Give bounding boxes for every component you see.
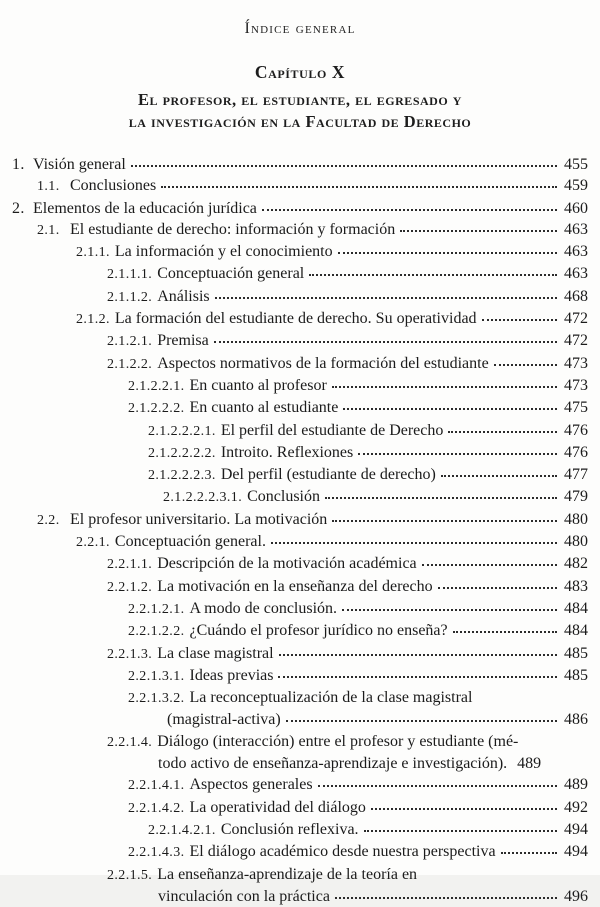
page-number: 484 [560,598,588,619]
chapter-number: Capítulo X [12,62,588,83]
toc-entry [12,620,588,642]
leader-dots [332,386,557,388]
leader-dots [286,720,557,722]
toc-entry [12,219,588,241]
entry-number: 2.2.1.2.2. [128,621,185,642]
entry-title: La reconceptualización de la clase magistral [190,687,473,708]
page-number: 473 [560,353,588,374]
leader-dots [494,364,557,366]
leader-dots [131,165,557,167]
toc-entry-line [12,198,588,219]
entry-title: La clase magistral [157,643,273,664]
entry-title: Introito. Reflexiones [221,442,353,463]
entry-number: 1.1. [37,176,70,197]
toc-entry [12,864,588,907]
leader-dots [441,475,557,477]
page-number: 482 [560,553,588,574]
page-number: 489 [560,774,588,795]
entry-number: 2.2.1.3.1. [128,666,185,687]
page-number: 483 [560,576,588,597]
toc-entry-line [76,531,588,553]
entry-title: La enseñanza-aprendizaje de la teoría en [157,864,417,885]
leader-dots [364,830,557,832]
toc-entry-line [107,353,588,375]
entry-title: El perfil del estudiante de Derecho [221,420,444,441]
toc-entry-line [148,819,588,841]
leader-dots [343,408,557,410]
toc-entry-line [128,397,588,419]
entry-number: 2.1.2.2.2.2. [148,443,216,464]
toc-entry [12,198,588,219]
page-number: 472 [560,330,588,351]
toc-entry-line [128,797,588,819]
toc-entry-line [128,687,588,709]
entry-number: 2.2.1.4.2.1. [148,820,216,841]
toc-entry-line [148,442,588,464]
page-number: 468 [560,286,588,307]
toc-entry [12,154,588,175]
toc-entry [12,464,588,486]
toc-entry [12,308,588,330]
page-number: 496 [560,886,588,907]
entry-title: Análisis [157,286,209,307]
entry-number: 2.2.1.3. [107,644,152,665]
entry-number: 2.2.1. [76,532,110,553]
entry-number: 2.1.2.1. [107,331,152,352]
page-number: 473 [560,375,588,396]
leader-dots [332,520,557,522]
toc-entry [12,486,588,508]
entry-number: 2. [12,198,33,219]
toc-entry-line [128,375,588,397]
page-number: 477 [560,464,588,485]
entry-title: La operatividad del diálogo [190,797,366,818]
toc-entry-line [148,420,588,442]
toc-entry-line [107,286,588,308]
toc-entry [12,819,588,841]
entry-number: 1. [12,154,33,175]
page-number: 479 [560,486,588,507]
toc-entry [12,731,588,775]
entry-number: 2.1.2.2.2.3.1. [163,487,242,508]
toc-entry-line [107,643,588,665]
toc-entry [12,841,588,863]
leader-dots [309,274,557,276]
entry-title-runover: todo activo de enseñanza-aprendizaje e investigación). [158,753,507,774]
toc-entry-line [128,774,588,796]
entry-title: En cuanto al profesor [190,375,327,396]
entry-number: 2.2.1.4.2. [128,798,185,819]
entry-number: 2.2.1.4. [107,732,152,753]
leader-dots [325,497,557,499]
toc-entry-line [37,175,588,197]
entry-title: Conclusiones [70,175,156,196]
page-number: 463 [560,219,588,240]
page-number: 463 [560,241,588,262]
toc-entry [12,175,588,197]
entry-number: 2.2.1.2.1. [128,599,185,620]
entry-title: El profesor universitario. La motivación [70,509,327,530]
toc-entry [12,420,588,442]
toc-entry [12,553,588,575]
entry-title: Conclusión reflexiva. [221,819,359,840]
chapter-heading [12,62,588,132]
toc-entry [12,531,588,553]
entry-title-runover: (magistral-activa) [167,709,281,730]
entry-title: Conclusión [247,486,320,507]
page-number: 492 [560,797,588,818]
chapter-title-line-2: la investigación en la Facultad de Derecho [12,111,588,133]
leader-dots [358,453,557,455]
toc-entry-line [148,464,588,486]
leader-dots [318,785,557,787]
toc-entry-runover-line [158,753,588,774]
leader-dots [342,609,557,611]
chapter-title-line-1: El profesor, el estudiante, el egresado y [12,89,588,111]
toc-entry [12,397,588,419]
toc-entry-line [128,620,588,642]
leader-dots [279,654,557,656]
leader-dots [448,431,557,433]
entry-title: Premisa [157,330,209,351]
toc-entry-runover-line [158,886,588,907]
entry-title: Conceptuación general [157,263,304,284]
entry-title: Elementos de la educación jurídica [33,198,257,219]
leader-dots [501,852,557,854]
entry-title: Visión general [33,154,126,175]
entry-title: La motivación en la enseñanza del derecho [157,576,432,597]
toc-entry-line [107,330,588,352]
table-of-contents [12,154,588,907]
entry-number: 2.1.2.2.1. [128,376,185,397]
entry-title: A modo de conclusión. [190,598,338,619]
running-head: Índice general [12,20,588,38]
toc-entry-line [76,241,588,263]
toc-entry [12,241,588,263]
entry-number: 2.1.2. [76,309,110,330]
entry-number: 2.1.2.2.2.1. [148,421,216,442]
entry-number: 2.2.1.4.3. [128,842,185,863]
entry-title: La formación del estudiante de derecho. Su operatividad [115,308,477,329]
leader-dots [161,186,557,188]
toc-entry [12,375,588,397]
page-number: 472 [560,308,588,329]
entry-number: 2.2.1.1. [107,554,152,575]
toc-entry [12,797,588,819]
entry-number: 2.1.1.2. [107,287,152,308]
leader-dots [422,564,557,566]
toc-entry [12,643,588,665]
entry-number: 2.1.1. [76,242,110,263]
page-number: 486 [560,709,588,730]
toc-entry [12,665,588,687]
toc-entry [12,353,588,375]
leader-dots [278,676,557,678]
toc-entry [12,774,588,796]
leader-dots [371,808,557,810]
entry-title: El diálogo académico desde nuestra perspectiva [190,841,496,862]
leader-dots [400,230,557,232]
toc-entry-line [107,731,588,753]
page-number: 494 [560,841,588,862]
toc-entry-line [107,864,588,886]
toc-entry-runover-line [167,709,588,730]
page-number: 463 [560,263,588,284]
leader-dots [338,252,557,254]
toc-entry [12,286,588,308]
toc-entry-line [128,598,588,620]
leader-dots [482,319,557,321]
toc-entry [12,330,588,352]
entry-title: Diálogo (interacción) entre el profesor y estudiante (mé- [157,731,518,752]
entry-title-runover: vinculación con la práctica [158,886,330,907]
entry-number: 2.2.1.5. [107,865,152,886]
page-number: 480 [560,531,588,552]
page-number: 485 [560,643,588,664]
toc-entry-line [76,308,588,330]
page-number: 460 [560,198,588,219]
leader-dots [453,631,557,633]
toc-entry-line [37,509,588,531]
page-number: 476 [560,442,588,463]
entry-title: Descripción de la motivación académica [157,553,416,574]
entry-title: Conceptuación general. [115,531,266,552]
toc-entry-line [163,486,588,508]
entry-title: Ideas previas [190,665,274,686]
entry-number: 2.1. [37,220,70,241]
toc-entry-line [37,219,588,241]
leader-dots [262,209,557,211]
entry-title: En cuanto al estudiante [190,397,339,418]
page-number: 455 [560,154,588,175]
entry-title: ¿Cuándo el profesor jurídico no enseña? [190,620,448,641]
toc-entry [12,598,588,620]
page-number: 476 [560,420,588,441]
leader-dots [271,542,557,544]
entry-number: 2.2.1.3.2. [128,688,185,709]
toc-entry-line [107,576,588,598]
toc-entry-line [128,841,588,863]
entry-number: 2.2.1.2. [107,577,152,598]
toc-entry-line [107,553,588,575]
leader-dots [438,587,557,589]
entry-number: 2.1.2.2.2. [128,398,185,419]
entry-number: 2.1.2.2. [107,354,152,375]
page-number: 485 [560,665,588,686]
entry-title: Aspectos generales [190,774,313,795]
leader-dots [335,897,557,899]
page-number: 489 [513,753,541,774]
leader-dots [214,341,557,343]
toc-entry [12,687,588,731]
entry-title: Del perfil (estudiante de derecho) [221,464,436,485]
entry-title: El estudiante de derecho: información y formación [70,219,395,240]
toc-entry-line [107,263,588,285]
page-number: 494 [560,819,588,840]
entry-number: 2.2. [37,510,70,531]
toc-entry [12,509,588,531]
page-number: 475 [560,397,588,418]
toc-entry [12,442,588,464]
page-number: 480 [560,509,588,530]
toc-entry [12,263,588,285]
toc-entry-line [128,665,588,687]
entry-title: Aspectos normativos de la formación del estudiante [157,353,488,374]
page-number: 484 [560,620,588,641]
entry-number: 2.1.1.1. [107,264,152,285]
leader-dots [215,297,557,299]
entry-number: 2.2.1.4.1. [128,775,185,796]
entry-title: La información y el conocimiento [115,241,333,262]
page-number: 459 [560,175,588,196]
toc-entry [12,576,588,598]
entry-number: 2.1.2.2.2.3. [148,465,216,486]
toc-entry-line [12,154,588,175]
